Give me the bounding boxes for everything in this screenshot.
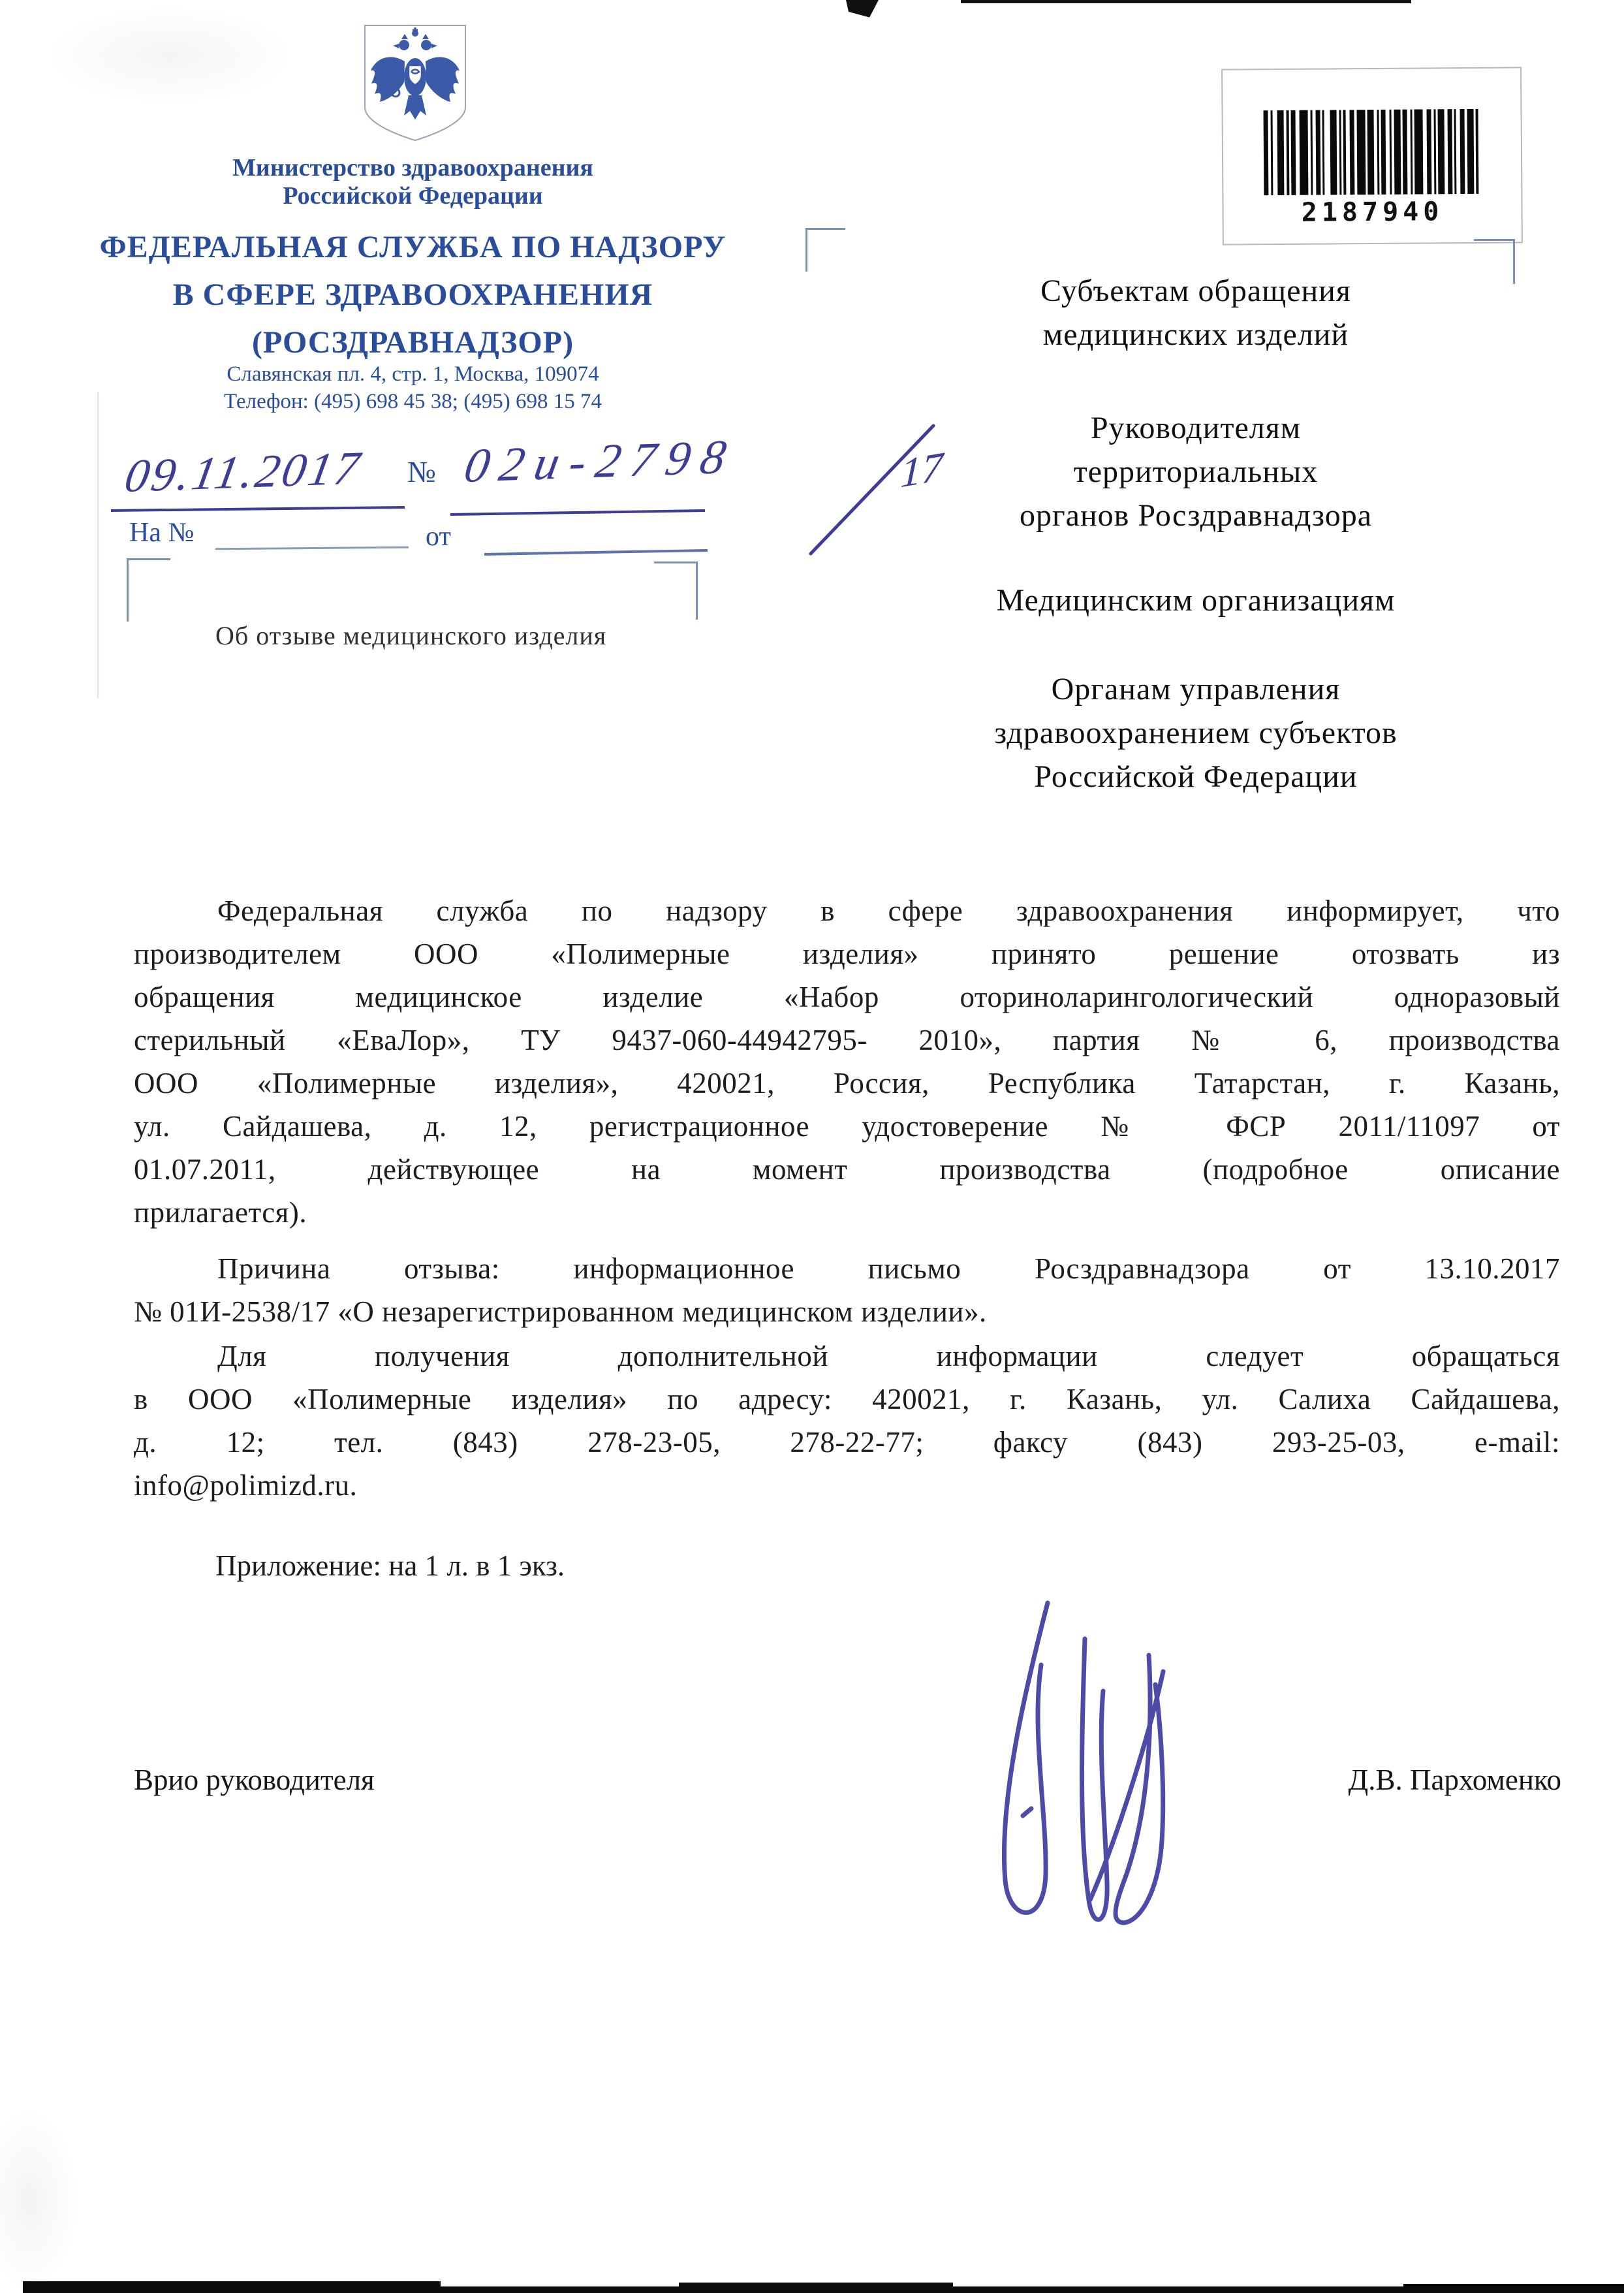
addressee-line: Руководителям <box>1090 411 1302 445</box>
body-line: info@polimizd.ru. <box>134 1469 358 1502</box>
ministry-line-1: Министерство здравоохранения <box>232 154 593 182</box>
letterhead-phone: Телефон: (495) 698 45 38; (495) 698 15 74 <box>224 390 602 413</box>
signer-position: Врио руководителя <box>134 1763 375 1796</box>
body-line: Причина отзыва: информационное письмо Росздравнадзора от 13.10.2017 <box>217 1252 1560 1285</box>
body-line: прилагается). <box>134 1196 307 1229</box>
body-paragraph-3 <box>134 1335 1560 1507</box>
addressee-line: Органам управления <box>1051 672 1341 706</box>
barcode-number: 2187940 <box>1301 197 1444 228</box>
service-line-2: В СФЕРЕ ЗДРАВООХРАНЕНИЯ <box>172 277 653 312</box>
barcode-icon <box>1264 109 1473 195</box>
scan-artifact-bottom-strip-right <box>1403 2284 1624 2293</box>
barcode-sticker <box>1221 67 1523 245</box>
body-paragraph-1 <box>134 889 1560 1234</box>
russia-coat-of-arms-icon <box>363 24 467 144</box>
ministry-line-2: Российской Федерации <box>283 182 543 210</box>
service-line-1: ФЕДЕРАЛЬНАЯ СЛУЖБА ПО НАДЗОРУ <box>99 230 726 264</box>
service-line-3: (РОСЗДРАВНАДЗОР) <box>251 325 574 360</box>
addressee-line: медицинских изделий <box>1042 317 1349 352</box>
service-name <box>98 223 728 366</box>
addressee-line: территориальных <box>1073 454 1319 489</box>
incoming-number-label: На № <box>129 518 195 548</box>
subject-zone-corner-left <box>127 558 170 622</box>
body-line: Федеральная служба по надзору в сфере здравоохранения информирует, что <box>217 894 1560 927</box>
body-line: д. 12; тел. (843) 278-23-05, 278-22-77; факсу (843) 293-25-03, e-mail: <box>134 1426 1560 1459</box>
handwritten-outgoing-number: 02и-2798 <box>460 430 741 494</box>
body-line: № 01И-2538/17 «О незарегистрированном медицинском изделии». <box>134 1295 987 1328</box>
handwritten-signature <box>933 1593 1208 1959</box>
number-sign-label: № <box>407 455 436 488</box>
scan-artifact-bottom-strip-left <box>23 2281 441 2288</box>
addressee-line: Субъектам обращения <box>1040 274 1351 308</box>
letterhead-contacts <box>98 360 728 415</box>
attachment-note: Приложение: на 1 л. в 1 экз. <box>215 1549 565 1582</box>
scan-artifact-top-blob <box>846 0 879 19</box>
handwritten-number-suffix: 17 <box>899 443 944 497</box>
addressee-group-4 <box>824 667 1568 799</box>
scan-artifact-top-line <box>961 0 1411 3</box>
incoming-date-label: от <box>426 522 451 552</box>
addressee-line: Медицинским организациям <box>996 583 1396 618</box>
letterhead-address: Славянская пл. 4, стр. 1, Москва, 109074 <box>226 362 599 386</box>
addressee-zone-corner-left <box>805 228 845 272</box>
body-line: стерильный «ЕваЛор», ТУ 9437-060-44942795- 2010», партия № 6, производства <box>134 1024 1560 1056</box>
addressee-line: Российской Федерации <box>1034 759 1358 794</box>
body-line: Для получения дополнительной информации следует обращаться <box>217 1340 1560 1372</box>
ministry-name <box>98 154 728 210</box>
signer-name: Д.В. Пархоменко <box>1348 1763 1561 1796</box>
scan-smudge-top-left <box>46 7 294 104</box>
handwritten-outgoing-date: 09.11.2017 <box>121 441 366 503</box>
subject-zone-corner-right <box>654 561 698 620</box>
addressee-group-2 <box>824 406 1568 537</box>
body-line: ООО «Полимерные изделия», 420021, Россия, Республика Татарстан, г. Казань, <box>134 1067 1560 1099</box>
addressee-line: органов Росздравнадзора <box>1019 498 1372 533</box>
scan-smudge-bottom-left <box>0 2109 78 2292</box>
letter-subject: Об отзыве медицинского изделия <box>215 621 607 650</box>
body-paragraph-2 <box>134 1247 1560 1333</box>
scan-artifact-bottom-strip-mid <box>679 2283 953 2288</box>
body-line: обращения медицинское изделие «Набор оториноларингологический одноразовый <box>134 981 1560 1013</box>
addressee-group-1 <box>824 269 1568 356</box>
body-line: 01.07.2011, действующее на момент производства (подробное описание <box>134 1153 1560 1186</box>
body-line: производителем ООО «Полимерные изделия» принято решение отозвать из <box>134 938 1560 970</box>
addressee-group-3 <box>824 578 1568 622</box>
body-line: в ООО «Полимерные изделия» по адресу: 420021, г. Казань, ул. Салиха Сайдашева, <box>134 1383 1560 1415</box>
body-line: ул. Сайдашева, д. 12, регистрационное удостоверение № ФСР 2011/11097 от <box>134 1110 1560 1143</box>
addressee-line: здравоохранением субъектов <box>994 716 1398 750</box>
